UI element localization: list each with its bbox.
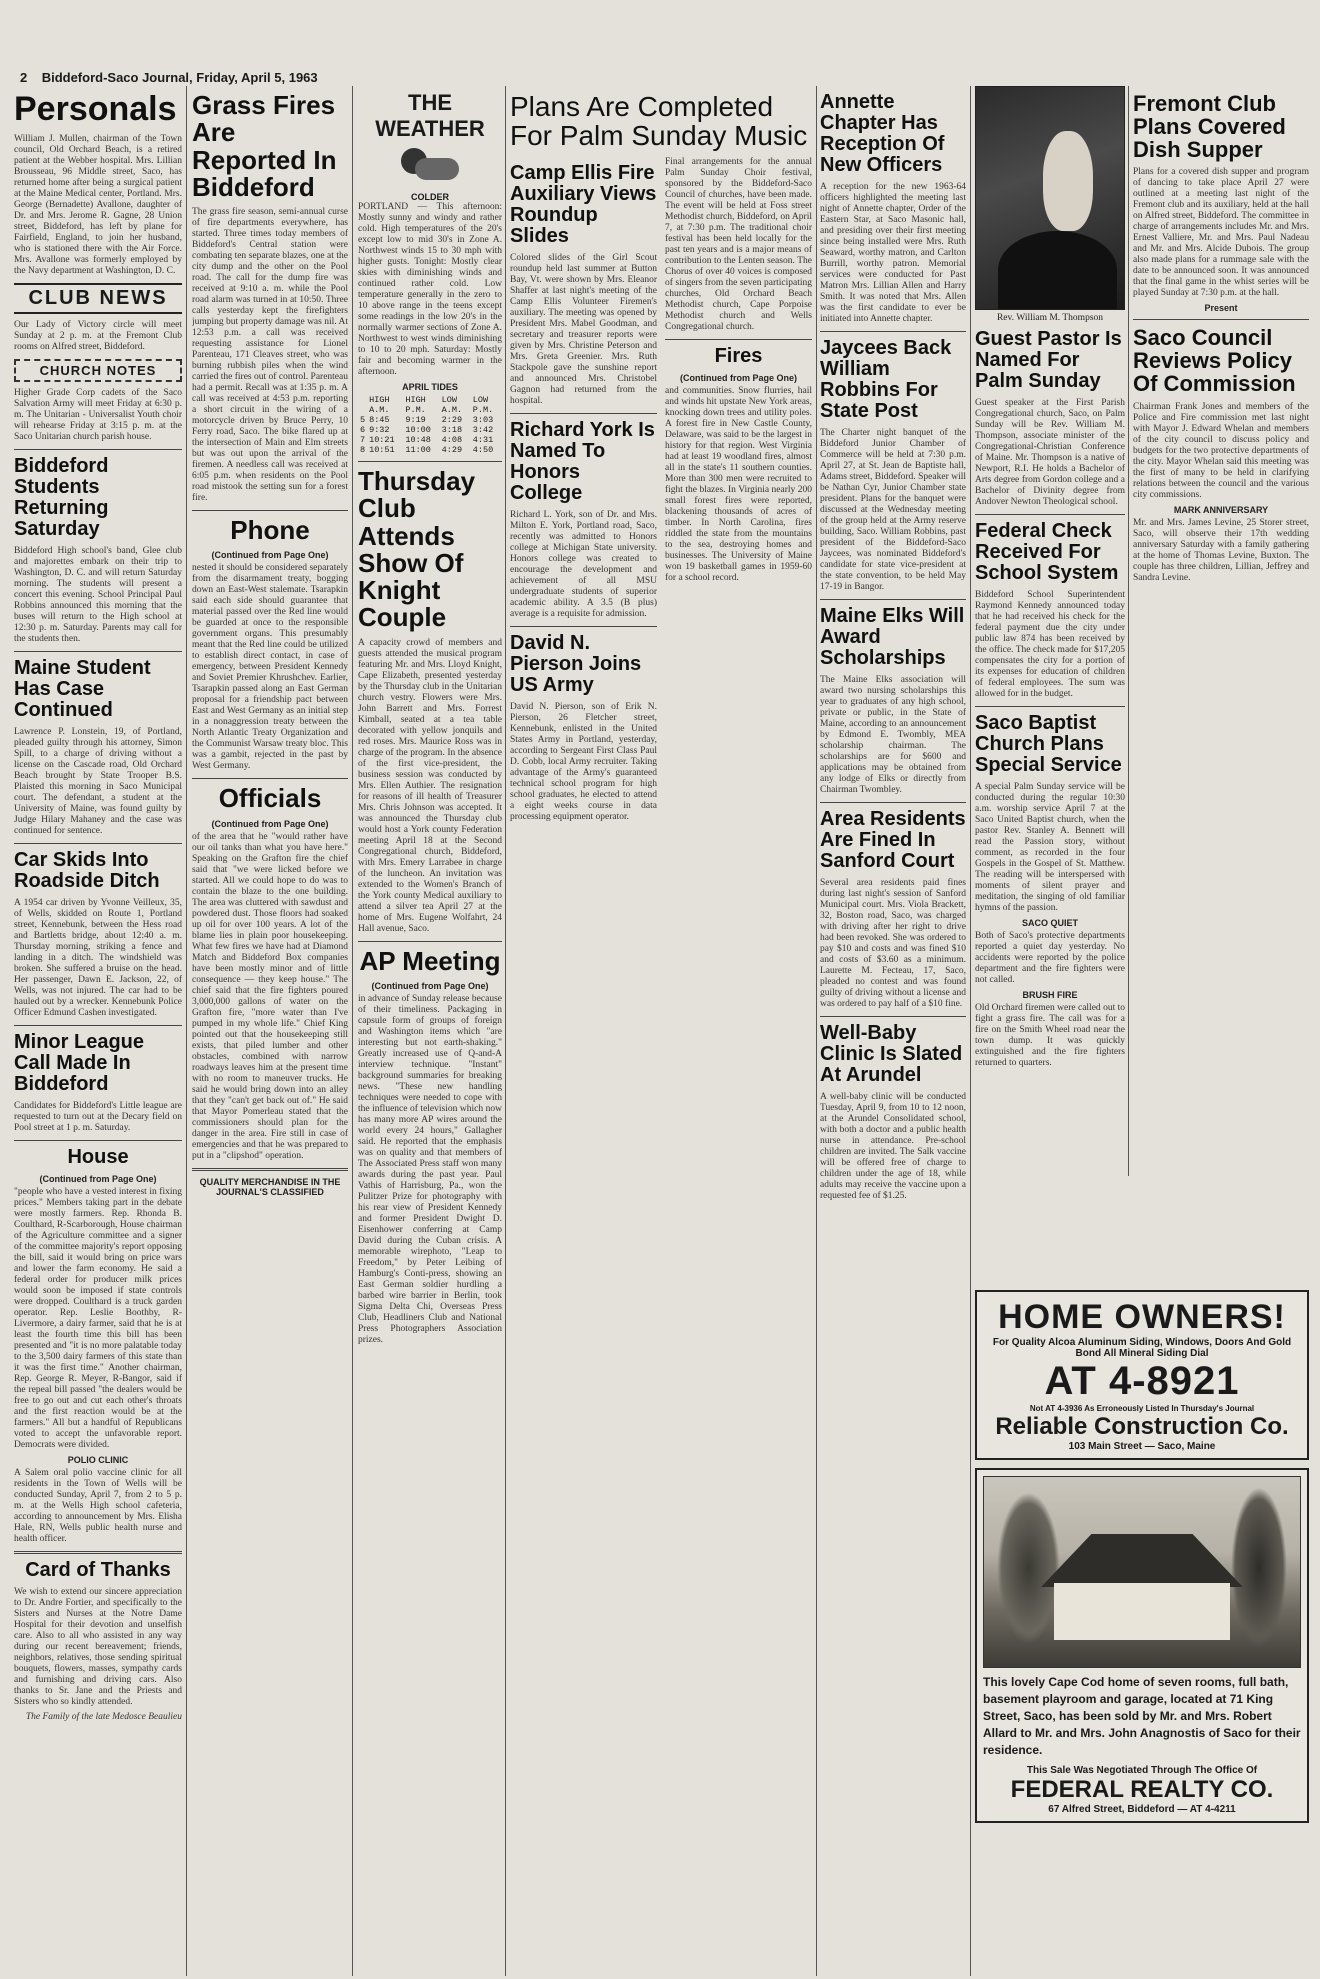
area-residents-body: Several area residents paid fines during last night's session of Sanford Municipal court. Mrs. Viola Brackett, 32, Boston road, Saco, was charged with driving after her right to drive had been revoked. She was ordered to pay $10 and costs and was fined $10 and costs of $3.60 as a minimum. Laurette M. Fecteau, 17, Saco, pleaded no contest and was found guilty of driving without a license and was ordered to pay half of a $10 fine. (820, 878, 966, 1009)
divider (358, 941, 502, 942)
ad-note: Not AT 4-3936 As Erroneously Listed In Thursday's Journal (1029, 1404, 1255, 1413)
federal-check-headline: Federal Check Received For School System (975, 520, 1119, 584)
realty-name: FEDERAL REALTY CO. (1010, 1776, 1274, 1803)
divider (14, 449, 182, 450)
tides-row: 7 10:21 10:48 4:08 4:31 (360, 435, 494, 445)
grass-fires-body: The grass fire season, semi-annual curse of fire departments everywhere, has started. Three times today members of Biddeford's Central station were combating ten separate blazes, one at the city dump and the other on the Pool road. The call for the dump fire was received at 9:10 a. m. while the Pool road alarm was turned in at 10:50. Three calls yesterday kept the firefighters jumping but property damage was nil. At 12:53 p.m. a call was received requesting assistance for Lionel Parenteau, 171 Cleaves street, who was burning rubbish piles when the wind carried the fires out of control. Parenteau had a permit. Recall was at 1:35 p. m. A call was received at 4:53 p.m. reporting a short circuit in the wiring of a motorcycle driven by Bruce Perry, 10 Ferry road, Saco. The bike flared up at the intersection of Main and Elm streets but was out upon the arrival of the firemen. A needless call was received at 6:05 p.m. when residents on the Pool road mistook the setting sun for a forest fire. (192, 207, 348, 504)
tides-row: 6 9:32 10:00 3:18 3:42 (360, 425, 494, 435)
divider (192, 510, 348, 511)
ad-home-owners-line: For Quality Alcoa Aluminum Siding, Windows, Doors And Gold Bond All Mineral Siding Dial (992, 1337, 1292, 1359)
saco-baptist-body: A special Palm Sunday service will be conducted during the regular 10:30 a.m. worship service April 7 at the Saco United Baptist church, when the pastor Rev. Stanley A. Bennett will read the Passion story, without comment, as recorded in the four Gospels in the Gospel of St. Matthew. The reading will be interspersed with moments of silent prayer and meditation, the singing of old familiar hymns of the passion. (975, 782, 1125, 913)
fires-body: and communities. Snow flurries, hail and winds hit upstate New York areas, knocking down trees and utility poles. A forest fire in New Castle County, Delaware, was said to be the largest in history for that region. West Virginia had at least 19 woodland fires, almost all in the state's 11 southern counties. More than 300 men were recruited to fight the blazes. In Virginia nearly 200 small forest fires were reported, blackening thousands of acres of timber. In North Carolina, fires riddled the state from the mountains to the sea, destroying homes and businesses. The University of Maine won 19 basketball games in 1959-60 for a school record. (665, 385, 812, 583)
car-skids-body: A 1954 car driven by Yvonne Veilleux, 35, of Wells, skidded on Route 1, Portland street, Kennebunk, between the Hess road and Bartletts bridge, about 12:40 a. m. Thursday morning, striking a fence and landing in a ditch. The windshield was broken. She suffered a bruise on the head. Her passenger, Dawn E. Jackson, 22, of Wells, was not injured. The car had to be hauled out by a wrecker. Kennebunk Police Officer Edmund Cashen investigated. (14, 897, 182, 1018)
annette-chapter-body: A reception for the new 1963-64 officers highlighted the meeting last night of Annette chapter, Order of the Eastern Star, at Saco Masonic hall, and presiding over their first meeting since being installed were Mrs. Ruth Seaward, worthy matron, and Carlton Burrill, worthy patron. Memorial services were conducted for Past Matron Mrs. Lillian Allen and Harry Smith. It was noted that Mrs. Allen was the first candidate to ever be initiated into Annette chapter. (820, 182, 966, 324)
fremont-club-body: Plans for a covered dish supper and program of dancing to take place April 27 were outlined at a meeting last night of the Fremont club and its auxiliary, held at the hall on Alfred street, Biddeford. The committee in charge of arrangements includes Mr. and Mrs. Ernest Valliere, Mr. and Mrs. Paul Nadeau and Mr. and Mrs. Alcide Dubois. The group also made plans for a rummage sale with the date to be announced soon. It was announced that the final game in the whist series will be played Sunday at 7:30 p.m. at the hall. (1133, 167, 1309, 299)
card-of-thanks-body: We wish to extend our sincere appreciation to Dr. Andre Fortier, and specifically to the Sisters and Nurses at the Notre Dame Hospital for their devotion and unselfish care. Also to all who assisted in any way during our recent bereavement; friends, neighbors, relatives, those sending spiritual bouquets, flowers, masses, sympathy cards and furnishing and driving cars. Also thanks to Sr. Jane and the Priests and Sisters who so kindly attended. (14, 1586, 182, 1707)
divider (820, 1016, 966, 1017)
masthead (0, 0, 1320, 86)
officials-continued: (Continued from Page One) (211, 818, 329, 829)
maine-student-body: Lawrence P. Lonstein, 19, of Portland, pleaded guilty through his attorney, Simon Spill, to a charge of driving without a license on the Cascade road, Old Orchard Beach brought by State Trooper B.S. Plaisted this morning in Saco Municipal court. The defendant, a student at the University of Maine, was found guilty by Judge Hilary Mahaney and the case was continued for sentence. (14, 726, 182, 836)
thursday-club-headline: Thursday Club Attends Show Of Knight Couple (358, 466, 476, 633)
column-3 (358, 86, 502, 1976)
column-4-right (665, 157, 812, 827)
guest-pastor-body: Guest speaker at the First Parish Congregational church, Saco, on Palm Sunday will be Rev. William M. Thompson, associate minister of the Congregational-Christian Conference of Maine. Mr. Thompson is a native of Newport, R.I. He holds a Bachelor of Arts degree from Gordon college and a Bachelor of Divinity degree from Andover Newton Theological school. (975, 398, 1125, 507)
divider (14, 1025, 182, 1026)
palm-sunday-headline: Plans Are Completed For Palm Sunday Music (510, 91, 808, 152)
house-body: "people who have a vested interest in fixing prices." Members taking part in the debate were mostly farmers. Rep. Rhonda B. Coulthard, R-Scarborough, House chairman of the Agriculture committee and a signer of the committee majority's report opposing the bill, said it would bring on price wars and lower the farm economy. He said a federal order for producer milk prices would soon be imposed if state controls were dropped. Coulthard is a truck garden operator. Rep. Leslie Boothby, R-Livermore, a dairy farmer, said that he is at least the fourth time this bill has been presented and "it is no more palatable today to the 3,500 dairy farmers of this state than it was the first time." Another chairman, Rep. George R. Meyer, R-Bangor, said if the repeal bill passed "the dealers would be free to go out and cut each other's throats and the first reaction would be at the farmers." All but a handful of Republicans voted to accept the unfavorable report. Democrats were divided. (14, 1186, 182, 1450)
palm-sunday-body: Final arrangements for the annual Palm Sunday Choir festival, sponsored by the Biddeford-Saco Council of churches, have been made. The event will be held at Foss street Methodist church, Biddeford, on April 7, at 7:30 p.m. The traditional choir festival has been held locally for the past ten years and is a major means of contribution to the Lenten season. The Chorus of over 40 voices is composed of singers from the seven participating churches, Old Orchard Beach Methodist church, Cape Porpoise Methodist church and Wells Congregational church. (665, 156, 812, 332)
divider (192, 1168, 348, 1171)
david-pierson-body: David N. Pierson, son of Erik N. Pierson, 26 Fletcher street, Kennebunk, enlisted in the United States Army in Portland, yesterday, according to Sergeant First Class Paul D. Cobb, local Army recruiter. Taking advantage of the Army's guaranteed technical school program for high school graduates, he elected to attend a eight weeks course in data processing equipment operator. (510, 701, 657, 822)
jaycees-headline: Jaycees Back William Robbins For State Post (820, 337, 952, 422)
weather-caption: COLDER (411, 192, 449, 202)
paper-line: Biddeford-Saco Journal, Friday, April 5, 1963 (41, 70, 318, 85)
tides-header-row: HIGH A.M. HIGH P.M. LOW A.M. LOW P.M. (369, 395, 494, 415)
students-body: Biddeford High school's band, Glee club and majorettes embark on their trip to Washington, D. C. and will return Saturday morning. The students will present a concert this evening. School Principal Paul Robbins announced this morning that the buses will return to the High school at 12:30 p. m. Saturday. Parents may call for the students then. (14, 545, 182, 644)
house-continued: (Continued from Page One) (39, 1173, 157, 1184)
divider (14, 1140, 182, 1141)
ap-meeting-headline: AP Meeting (359, 945, 501, 976)
saco-council-headline: Saco Council Reviews Policy Of Commission (1133, 325, 1296, 397)
polio-body: A Salem oral polio vaccine clinic for all residents in the Town of Wells will be conducted Sunday, April 7, from 2 to 5 p. m. at the Wells High school cafeteria, according to announcement by Mrs. Elisha Hale, RN, Wells public health nurse and health officer. (14, 1467, 182, 1544)
column-rule (186, 86, 187, 1976)
maine-elks-body: The Maine Elks association will award two nursing scholarships this year to graduates of any high school, private or public, in the State of Maine, according to an announcement by Edmond E. Twombly, MEA scholarship chairman. The scholarships are for $600 and applications may be obtained from any lodge of Elks or directly from Chairman Twombley. (820, 675, 966, 795)
divider (975, 706, 1125, 707)
guest-pastor-headline: Guest Pastor Is Named For Palm Sunday (975, 328, 1122, 392)
present-subhead: Present (1204, 303, 1238, 314)
pastor-portrait-photo (975, 86, 1125, 310)
camp-ellis-body: Colored slides of the Girl Scout roundup held last summer at Button Bay, Vt. were shown by Mrs. Eleanor Shaffer at last night's meeting of the Camp Ellis Volunteer Firemen's auxiliary. The meeting was opened by President Mrs. Mabel Goodman, and secretary and treasurer reports were given by Mrs. Christine Peterson and Mrs. Greta Greenier. Mrs. Ruth Stackpole gave the sunshine report and announced Mrs. Christobel Gagnon had returned from the hospital. (510, 252, 657, 406)
car-skids-headline: Car Skids Into Roadside Ditch (14, 848, 160, 892)
divider (665, 339, 812, 340)
divider (1133, 319, 1309, 320)
column-4 (510, 86, 812, 1976)
tides-table (358, 395, 502, 455)
realty-line: This Sale Was Negotiated Through The Office Of (1026, 1765, 1258, 1776)
pastor-photo-caption: Rev. William M. Thompson (996, 313, 1104, 323)
fires-continued: (Continued from Page One) (680, 372, 797, 383)
column-rule (970, 86, 971, 1976)
sun-cloud-icon (395, 144, 465, 190)
personals-body: William J. Mullen, chairman of the Town council, Old Orchard Beach, is a retired patient at the Webber hospital. Mrs. Lillian Brousseau, 96 Middle street, Saco, has returned home after being a surgical patient at the Maine Medical center, Portland. Mrs. George (Bernadette) Avallone, daughter of Dr. and Mrs. Jerome R. Gagne, 28 Union street, Biddeford, has left by plane for Fairfield, England, to join her husband, who is stationed there with the Air Force. Mrs. Avallone was formerly employed by the Navy department at Washington, D. C. (14, 133, 182, 276)
reliable-construction-ad (975, 1290, 1309, 1460)
divider (358, 461, 502, 462)
saco-baptist-headline: Saco Baptist Church Plans Special Service (975, 712, 1122, 776)
weather-title: THE WEATHER (375, 90, 485, 141)
divider (14, 651, 182, 652)
realty-address: 67 Alfred Street, Biddeford — AT 4-4211 (1048, 1804, 1236, 1815)
divider (820, 599, 966, 600)
well-baby-body: A well-baby clinic will be conducted Tuesday, April 9, from 10 to 12 noon, at the Arundel Consolidated school, with both a doctor and a public health nurse in attendance. Pre-school children are invited. The Salk vaccine will be offered free of charge to children under the age of 18, while adults may receive the vaccine upon a requested fee of $1.25. (820, 1092, 966, 1201)
column-rule (352, 86, 353, 1976)
saco-quiet-body: Both of Saco's protective departments reported a quiet day yesterday. No accidents were reported by the police department and the fire fighters were not called. (975, 931, 1125, 985)
divider (14, 843, 182, 844)
page-number: 2 (20, 70, 28, 85)
saco-council-body: Chairman Frank Jones and members of the Police and Fire commission met last night with Mayor J. Edward Whelan and members of the city council to discuss policy and budgets for the two protective departments of the city. Mayor Whelan said this meeting was the first of many to be held in clarifying relations between the council and the various city commissions. (1133, 401, 1309, 500)
area-residents-headline: Area Residents Are Fined In Sanford Court (820, 808, 966, 872)
club-body: Our Lady of Victory circle will meet Sunday at 2 p. m. at the Fremont Club rooms on Alfred street, Biddeford. (14, 319, 182, 352)
ap-meeting-body: in advance of Sunday release because of their timeliness. Packaging in capsule form of groups of foreign and Washington items which "are interesting but not earth-shaking." Greatly increased use of Q-and-A interview technique. "Instant" background summaries for breaking news. "These new handling techniques were needed to cope with the influence of television which now has many more AP wires around the world every 24 hours," Gallagher said. He reported that the emphasis was on quality and that members of The Associated Press staff won many awards during the past year. Paul Vathis of Harrisburg, Pa., won the Pulitzer Prize for photography with his rear view of President Kennedy and former President Dwight D. Eisenhower conferring at Camp David during the Cuban crisis. A memorable wirephoto, "Leap to Freedom," by Peter Leibing of Hamburg's Conti-press, showing an East German soldier hurdling a barbed wire barrier in Berlin, took Sigma Delta Chi, Overseas Press Club, Headliners Club and National Press Photographers Association prizes. (358, 994, 502, 1346)
officials-body: of the area that he "would rather have our oil tanks than what you have here." Speaking on the Grafton fire the chief said that "we were licked before we started. All we could hope to do was to contain the blaze to the one building. The area was cluttered with sawdust and powdered dust. Those floors had soaked up oil for over 100 years. A lot of the blame lies in plain poor housekeeping. What few fires we have had at Diamond Match and Biddeford Box companies have been mostly minor and of little consequence — they keep house." The chief said that the fire fighters poured 3,000,000 gallons of water on the Grafton fire, "more water than I've pumped in my whole life." Chief King pointed out that the housekeeping still exists, that piled lumber and other obstacles, combined with narrow roadways leaves him at the present time with no room to maneuver trucks. He said he would bring down into an alley that they "can't get back out of." He said that Mayor Pomerleau stated that the commissioners should plan for the danger in the area. Fire still in case of emergencies and that he was prepared to put in a "clipshod" operation. (192, 831, 348, 1161)
divider (975, 514, 1125, 515)
tides-row: 8 10:51 11:00 4:29 4:50 (360, 445, 494, 455)
camp-ellis-headline: Camp Ellis Fire Auxiliary Views Roundup Slides (510, 161, 657, 247)
federal-check-body: Biddeford School Superintendent Raymond Kennedy announced today that he had received his check for the federal payment due the city under public law 874 has been received by the office. The check made for $17,205 compensates the city for a portion of its expenses for education of children of federal employees. The sum was allowed for in the budget. (975, 590, 1125, 699)
anniversary-subhead: MARK ANNIVERSARY (1173, 504, 1269, 515)
column-5 (820, 86, 966, 1976)
fremont-club-headline: Fremont Club Plans Covered Dish Supper (1133, 91, 1286, 163)
divider (820, 331, 966, 332)
column-2 (192, 86, 348, 1976)
folio-line (20, 70, 318, 85)
students-headline: Biddeford Students Returning Saturday (14, 454, 109, 540)
quality-merchandise-note: QUALITY MERCHANDISE IN THE JOURNAL'S CLASSIFIED (199, 1176, 341, 1197)
thursday-club-body: A capacity crowd of members and guests attended the musical program featuring Mr. and Mrs. Lloyd Knight, Cape Elizabeth, presented yesterday by the Thursday club in the Unitarian church vestry. Flowers were Mrs. John Barrett and Mrs. Forrest Kimball, seated at a tea table decorated with yellow jonquils and red roses. Mrs. Maurice Ross was in charge of the program. In the absence of the first vice-president, the business session was conducted by Mrs. Ellen Authier. The resignation for reasons of ill health of Treasurer Mrs. Chris Johnson was accepted. It was announced the Thursday club would host a York county Federation meeting April 18 at the Second Congregational church, Biddeford, with Mrs. Emery Larrabee in charge of the luncheon. An invitation was extended to the Women's Branch of the York county Medical auxiliary to attend a silver tea April 27 at the home of Mrs. Eugene Wolfahrt, 24 Hall avenue, Saco. (358, 637, 502, 934)
column-rule (505, 86, 506, 1976)
maine-elks-headline: Maine Elks Will Award Scholarships (820, 605, 965, 669)
ad-address: 103 Main Street — Saco, Maine (1068, 1441, 1216, 1452)
fires-headline: Fires (714, 344, 763, 367)
saco-quiet-subhead: SACO QUIET (1021, 918, 1078, 928)
house-headline: House (67, 1145, 129, 1168)
ad-company-name: Reliable Construction Co. (995, 1413, 1289, 1440)
divider (820, 802, 966, 803)
tides-row: 5 8:45 9:19 2:29 3:03 (360, 415, 494, 425)
weather-body: PORTLAND — This afternoon: Mostly sunny and windy and rather cold. High temperatures of the 20's except low to mid 30's in Zone A. Northwest winds 15 to 30 mph with higher gusts. Tonight: Mostly clear skies with diminishing winds and continued rather cold. Low temperature generally in the zero to 10 above range in the teens except some readings in the low 20's in the normally warmer sections of Zone A. Northwest to west winds diminishing to 10 to 20 mph. Saturday: Mostly fair and becoming warmer in the afternoon. (358, 202, 502, 377)
richard-york-headline: Richard York Is Named To Honors College (510, 418, 655, 504)
phone-body: nested it should be considered separately from the disarmament treaty, bogging down an East-West stalemate. Tsarapkin said each side should guarantee that material passed over the Red line would be guarded at once to the responsible government organs. This presumably meant that the Red line could be utilized to establish direct contact, in case of emergency, between President Kennedy and Soviet Premier Khrushchev. Earlier, Tsarapkin passed along an East German proposal for a friendship pact between East and West Germany as an initial step in a nonaggression treaty between the North Atlantic Treaty Organization and the Communist Warsaw treaty bloc. This was a gambit, rejected in the past by West Germany. (192, 563, 348, 772)
maine-student-headline: Maine Student Has Case Continued (14, 656, 151, 721)
tides-title: APRIL TIDES (402, 382, 458, 392)
officials-headline: Officials (218, 783, 322, 814)
richard-york-body: Richard L. York, son of Dr. and Mrs. Milton E. York, Portland road, Saco, recently was admitted to Honors college at Michigan State university. Honors college was created to encourage the development and achievement of all MSU undergraduate students of superior academic ability. A 3.5 (B plus) average is a requisite for admission. (510, 509, 657, 619)
church-body: Higher Grade Corp cadets of the Saco Salvation Army will meet Friday at 6:30 p. m. The Unitarian - Universalist Youth choir will rehearse Friday at 3:15 p. m. at the Saco Unitarian church parish house. (14, 387, 182, 442)
column-1 (14, 86, 182, 1976)
house-sale-caption: This lovely Cape Cod home of seven rooms, full bath, basement playroom and garage, located at 71 King Street, Saco, has been sold by Mr. and Mrs. Robert Allard to Mr. and Mrs. John Anagnostis of Saco for their residence. (983, 1675, 1301, 1757)
house-photo (983, 1476, 1301, 1668)
column-4-split (510, 157, 812, 827)
well-baby-headline: Well-Baby Clinic Is Slated At Arundel (820, 1022, 963, 1086)
column-4-left (510, 157, 657, 827)
anniversary-body: Mr. and Mrs. James Levine, 25 Storer street, Saco, will observe their 17th wedding anniversary Saturday with a family gathering at the home of Thomas Levine, Buxton. The couple has three children, Lillian, Jeffrey and Sandra Levine. (1133, 517, 1309, 583)
divider (14, 1551, 182, 1554)
club-news-logo: CLUB NEWS (14, 283, 182, 314)
david-pierson-headline: David N. Pierson Joins US Army (510, 631, 642, 696)
phone-continued: (Continued from Page One) (211, 550, 329, 561)
jaycees-body: The Charter night banquet of the Biddeford Junior Chamber of Commerce will be held at 7:30 p.m. April 27, at St. Jean de Baptiste hall, Adams street, Biddeford. Speaker will be Nathan Cyr, Junior Chamber state president. Plans for the banquet were discussed at the Wednesday meeting of the group held at the Army reserve building, Saco. William Robbins, past president of the Biddeford-Saco Jaycees, was nominated Biddeford's candidate for state vice-president at the state convention, to be held May 17-19 in Bangor. (820, 428, 966, 592)
divider (510, 626, 657, 627)
card-of-thanks-headline: Card of Thanks (25, 1558, 171, 1581)
polio-subhead: POLIO CLINIC (67, 1454, 129, 1465)
brush-fire-body: Old Orchard firemen were called out to fight a grass fire. The call was for a fire on the Smith Wheel road near the town dump. It was quickly extinguished and the fire fighters returned to quarters. (975, 1003, 1125, 1068)
ads-block (975, 1290, 1309, 1823)
column-rule (1128, 86, 1129, 1176)
column-7 (1133, 86, 1309, 1086)
minor-league-body: Candidates for Biddeford's Little league are requested to turn out at the Decary field on Pool street at 1 p. m. Saturday. (14, 1100, 182, 1133)
minor-league-headline: Minor League Call Made In Biddeford (14, 1030, 145, 1095)
card-of-thanks-signature: The Family of the late Medosce Beaulieu (25, 1711, 182, 1722)
personals-headline: Personals (14, 90, 177, 128)
divider (192, 778, 348, 779)
phone-headline: Phone (230, 515, 310, 546)
ad-phone-number: AT 4-8921 (1044, 1359, 1240, 1403)
church-notes-logo: CHURCH NOTES (14, 359, 182, 382)
column-rule (816, 86, 817, 1976)
ap-meeting-continued: (Continued from Page One) (371, 981, 489, 992)
ad-home-owners-title: HOME OWNERS! (998, 1298, 1286, 1336)
brush-fire-subhead: BRUSH FIRE (1022, 990, 1078, 1000)
divider (510, 413, 657, 414)
federal-realty-ad (975, 1468, 1309, 1823)
grass-fires-headline: Grass Fires Are Reported In Biddeford (192, 90, 337, 202)
annette-chapter-headline: Annette Chapter Has Reception Of New Officers (820, 91, 945, 176)
